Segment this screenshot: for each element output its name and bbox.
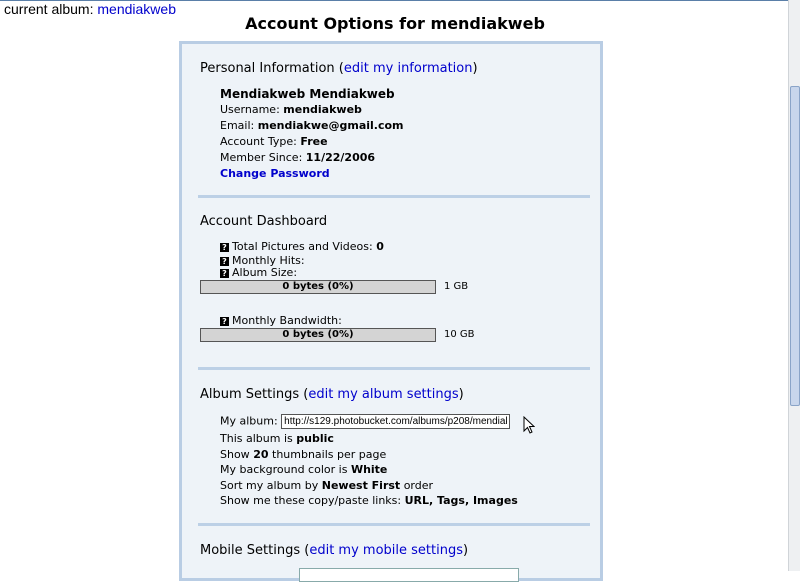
username-row: Username: mendiakweb	[220, 103, 362, 116]
username-value: mendiakweb	[283, 103, 362, 116]
dashboard-heading: Account Dashboard	[200, 214, 328, 229]
background-row: My background color is White	[220, 463, 388, 476]
sort-value: Newest First	[321, 479, 401, 492]
album-size-row: ? Album Size:	[220, 266, 297, 279]
mobile-settings-heading: Mobile Settings (edit my mobile settings)	[200, 543, 469, 558]
section-divider	[198, 195, 590, 198]
bandwidth-limit: 10 GB	[444, 329, 475, 340]
background-value: White	[350, 463, 388, 476]
account-type-row: Account Type: Free	[220, 135, 328, 148]
total-pictures-row: ? Total Pictures and Videos: 0	[220, 240, 384, 253]
thumbnails-value: 20	[253, 448, 269, 461]
total-pictures-value: 0	[376, 240, 384, 253]
monthly-bandwidth-row: ? Monthly Bandwidth:	[220, 314, 342, 327]
my-album-row: My album: http://s129.photobucket.com/albums/p208/mendiakweb/	[220, 414, 510, 429]
edit-mobile-settings-link[interactable]: edit my mobile settings	[309, 543, 463, 558]
edit-album-settings-link[interactable]: edit my album settings	[308, 387, 459, 402]
mouse-cursor-icon	[523, 416, 535, 434]
album-url-input[interactable]	[281, 414, 510, 429]
vertical-scrollbar[interactable]	[788, 0, 800, 571]
visibility-value: public	[296, 432, 334, 445]
links-value: URL, Tags, Images	[404, 494, 518, 507]
album-settings-heading: Album Settings (edit my album settings)	[200, 387, 464, 402]
personal-info-heading: Personal Information (edit my information)	[200, 61, 478, 76]
section-divider	[198, 367, 590, 370]
page-title: Account Options for mendiakweb	[245, 14, 545, 33]
account-type-value: Free	[300, 135, 328, 148]
change-password-link[interactable]: Change Password	[220, 167, 330, 180]
help-icon[interactable]: ?	[220, 269, 229, 278]
member-since-value: 11/22/2006	[305, 151, 376, 164]
mobile-settings-box	[299, 568, 519, 582]
visibility-row: This album is public	[220, 432, 334, 445]
section-divider	[198, 523, 590, 526]
monthly-hits-row: ? Monthly Hits:	[220, 254, 305, 267]
album-size-limit: 1 GB	[444, 281, 469, 292]
help-icon[interactable]: ?	[220, 317, 229, 326]
edit-information-link[interactable]: edit my information	[343, 61, 473, 76]
email-value: mendiakwe@gmail.com	[257, 119, 404, 132]
account-options-panel	[179, 41, 603, 581]
sort-row: Sort my album by Newest First order	[220, 479, 434, 492]
current-album-link[interactable]: mendiakweb	[97, 1, 176, 17]
links-row: Show me these copy/paste links: URL, Tags, Images	[220, 494, 518, 507]
full-name: Mendiakweb Mendiakweb	[220, 87, 395, 101]
current-album-line	[4, 1, 176, 17]
thumbnails-row: Show 20 thumbnails per page	[220, 448, 387, 461]
album-size-bar: 0 bytes (0%)	[200, 280, 436, 294]
member-since-row: Member Since: 11/22/2006	[220, 151, 376, 164]
email-row: Email: mendiakwe@gmail.com	[220, 119, 404, 132]
help-icon[interactable]: ?	[220, 243, 229, 252]
current-album-label: current album:	[4, 1, 94, 17]
scrollbar-thumb[interactable]	[790, 86, 800, 406]
bandwidth-bar: 0 bytes (0%)	[200, 328, 436, 342]
help-icon[interactable]: ?	[220, 257, 229, 266]
